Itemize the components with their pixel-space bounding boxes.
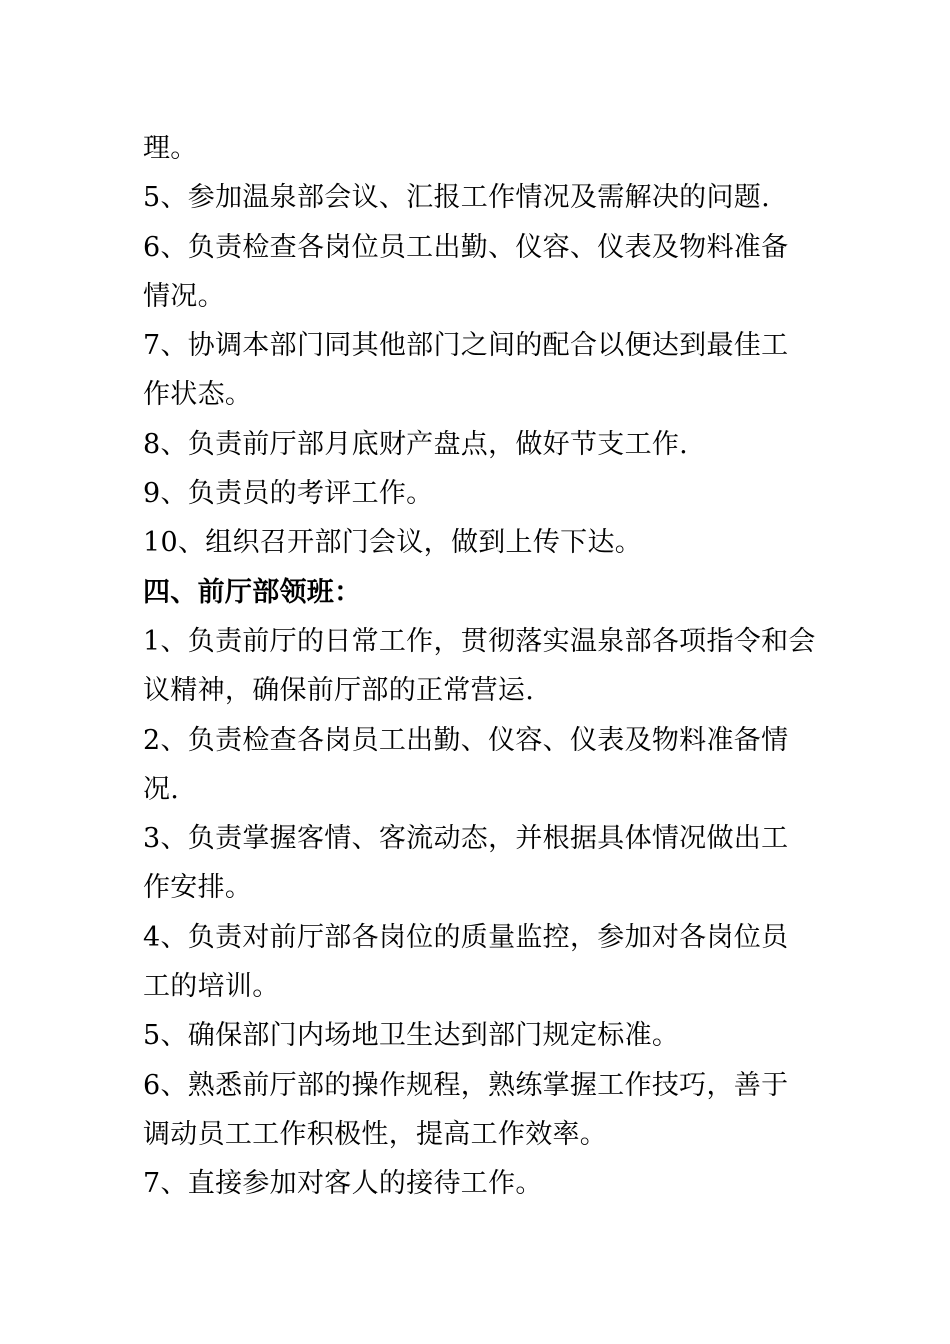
text-line: 3、负责掌握客情、客流动态，并根据具体情况做出工 <box>143 823 789 855</box>
text-line: 情况。 <box>143 280 225 312</box>
text-line: 2、负责检查各岗员工出勤、仪容、仪表及物料准备情 <box>143 724 789 756</box>
text-line: 10、组织召开部门会议，做到上传下达。 <box>143 527 643 559</box>
text-line: 9、负责员的考评工作。 <box>143 478 434 510</box>
text-line: 工的培训。 <box>143 971 280 1003</box>
document-page <box>143 124 823 1209</box>
text-line: 作安排。 <box>143 872 253 904</box>
text-line: 议精神，确保前厅部的正常营运. <box>143 675 535 707</box>
text-line: 调动员工工作积极性，提高工作效率。 <box>143 1118 608 1150</box>
text-line: 5、参加温泉部会议、汇报工作情况及需解决的问题. <box>143 182 770 214</box>
text-line: 7、协调本部门同其他部门之间的配合以便达到最佳工 <box>143 330 789 362</box>
text-line: 况. <box>143 773 180 805</box>
text-line: 作状态。 <box>143 379 253 411</box>
section-heading: 四、前厅部领班： <box>143 576 362 608</box>
text-line: 7、直接参加对客人的接待工作。 <box>143 1168 543 1200</box>
text-line: 5、确保部门内场地卫生达到部门规定标准。 <box>143 1020 680 1052</box>
text-line: 4、负责对前厅部各岗位的质量监控，参加对各岗位员 <box>143 921 789 953</box>
text-line: 理。 <box>143 133 198 164</box>
text-line: 6、负责检查各岗位员工出勤、仪容、仪表及物料准备 <box>143 231 789 263</box>
text-line: 8、负责前厅部月底财产盘点，做好节支工作. <box>143 428 689 460</box>
text-line: 1、负责前厅的日常工作，贯彻落实温泉部各项指令和会 <box>143 625 816 657</box>
text-line: 6、熟悉前厅部的操作规程，熟练掌握工作技巧，善于 <box>143 1069 789 1101</box>
